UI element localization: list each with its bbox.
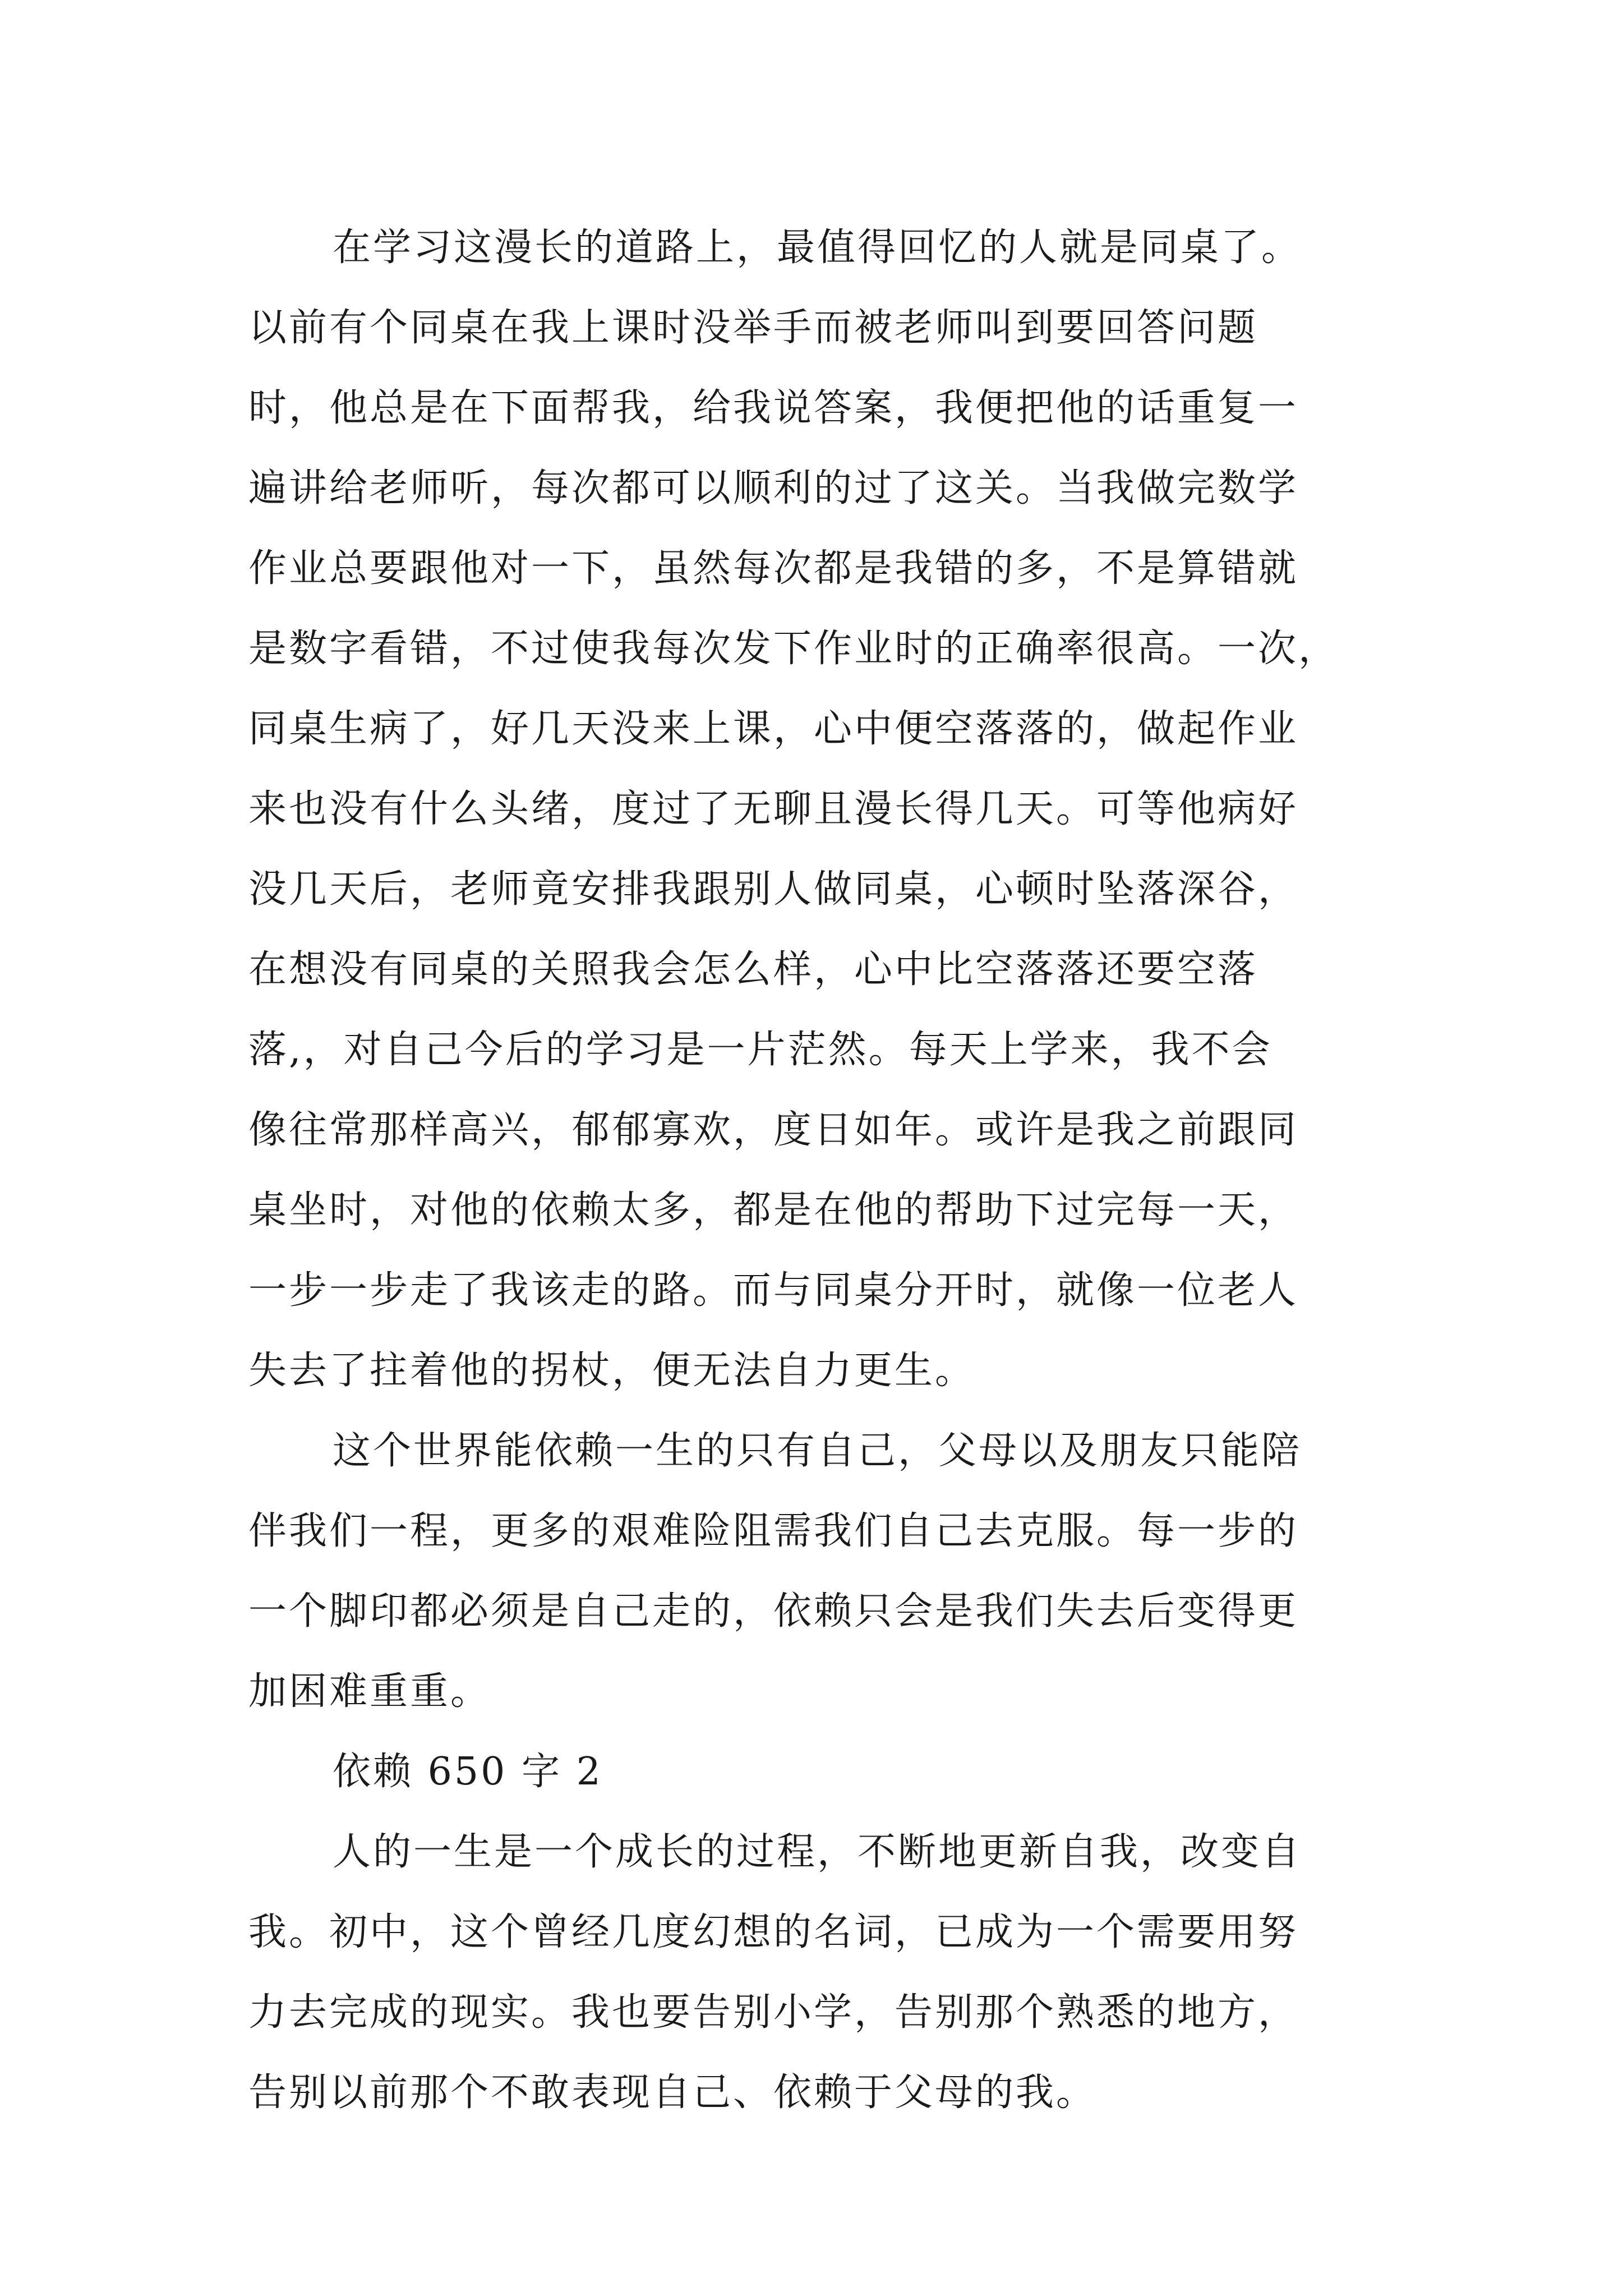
text-line: 伴我们一程，更多的艰难险阻需我们自己去克服。每一步的 [248, 1509, 1299, 1553]
section-heading [248, 1732, 1370, 1812]
text-line: 人的一生是一个成长的过程，不断地更新自我，改变自 [333, 1830, 1302, 1874]
text-line: 以前有个同桌在我上课时没举手而被老师叫到要回答问题 [248, 306, 1258, 350]
text-line: 遍讲给老师听，每次都可以顺利的过了这关。当我做完数学 [248, 466, 1299, 510]
document-body [248, 208, 1370, 2133]
text-line: 像往常那样高兴，郁郁寡欢，度日如年。或许是我之前跟同 [248, 1108, 1299, 1152]
paragraph-self-reliance [248, 1411, 1370, 1732]
text-line: 来也没有什么头绪，度过了无聊且漫长得几天。可等他病好 [248, 787, 1299, 831]
text-line: 失去了拄着他的拐杖，便无法自力更生。 [248, 1349, 976, 1393]
text-line: 落,，对自己今后的学习是一片茫然。每天上学来，我不会 [248, 1028, 1272, 1072]
text-line: 一步一步走了我该走的路。而与同桌分开时，就像一位老人 [248, 1268, 1299, 1313]
paragraph-deskmate-story [248, 208, 1370, 1411]
text-line: 是数字看错，不过使我每次发下作业时的正确率很高。一次， [248, 627, 1339, 671]
text-line: 在想没有同桌的关照我会怎么样，心中比空落落还要空落 [248, 947, 1258, 992]
text-line: 一个脚印都必须是自己走的，依赖只会是我们失去后变得更 [248, 1589, 1299, 1634]
text-line: 力去完成的现实。我也要告别小学，告别那个熟悉的地方， [248, 1990, 1299, 2035]
text-line: 没几天后，老师竟安排我跟别人做同桌，心顿时坠落深谷， [248, 867, 1299, 912]
heading-text: 依赖 650 字 2 [333, 1750, 603, 1794]
text-line: 我。初中，这个曾经几度幻想的名词，已成为一个需要用努 [248, 1910, 1299, 1954]
text-line: 时，他总是在下面帮我，给我说答案，我便把他的话重复一 [248, 386, 1299, 430]
text-line: 这个世界能依赖一生的只有自己，父母以及朋友只能陪 [333, 1429, 1302, 1473]
text-line: 桌坐时，对他的依赖太多，都是在他的帮助下过完每一天， [248, 1188, 1299, 1232]
text-line: 作业总要跟他对一下，虽然每次都是我错的多，不是算错就 [248, 546, 1299, 591]
text-line: 在学习这漫长的道路上，最值得回忆的人就是同桌了。 [333, 226, 1302, 270]
text-line: 同桌生病了，好几天没来上课，心中便空落落的，做起作业 [248, 707, 1299, 751]
text-line: 告别以前那个不敢表现自己、依赖于父母的我。 [248, 2070, 1097, 2115]
paragraph-growth [248, 1812, 1370, 2133]
text-line: 加困难重重。 [248, 1669, 491, 1714]
